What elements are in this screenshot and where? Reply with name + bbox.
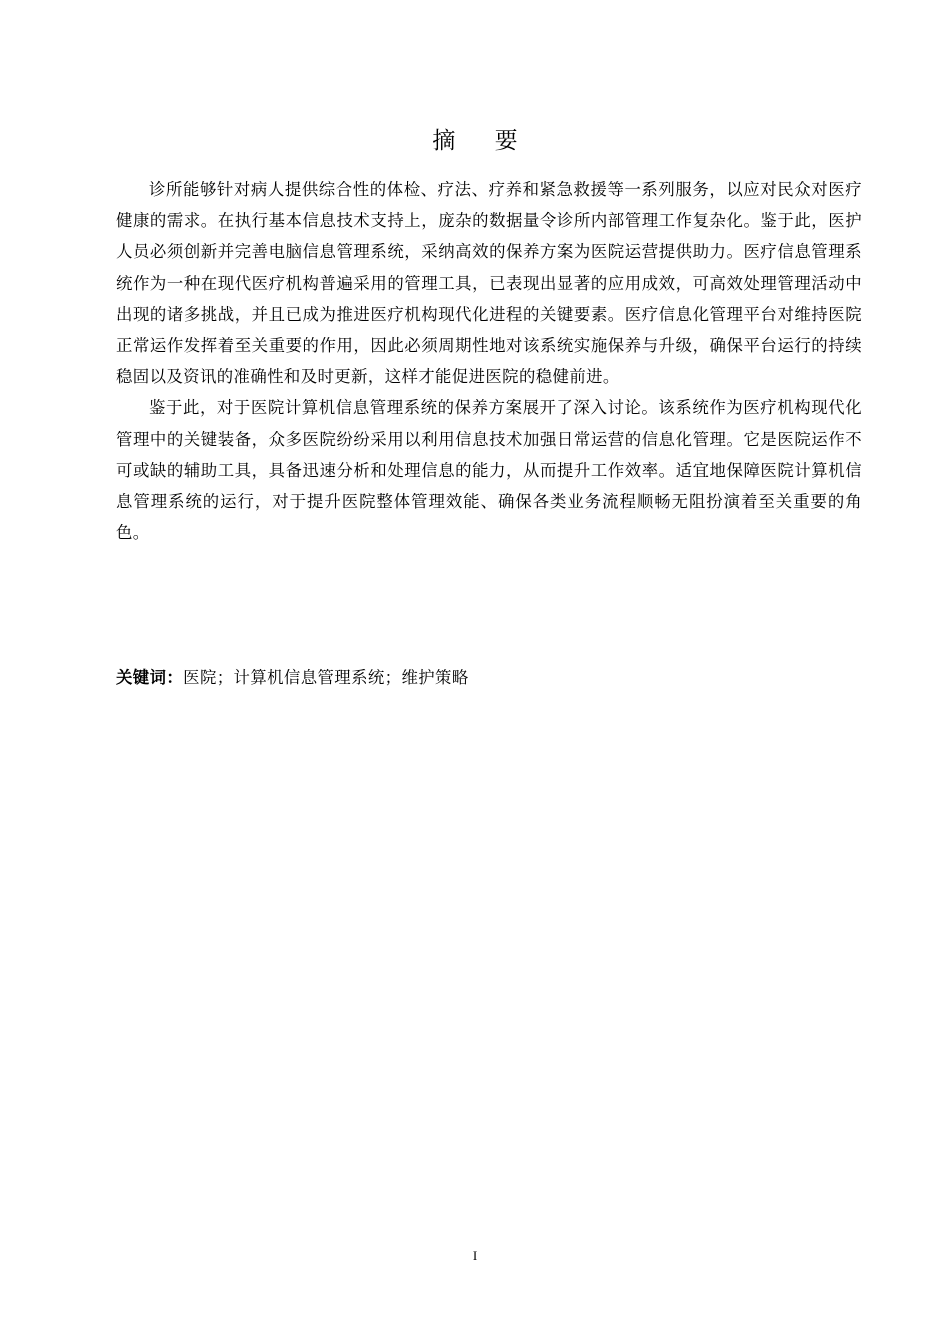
page-title: 摘 要: [432, 128, 534, 154]
keywords-value: 医院；计算机信息管理系统；维护策略: [183, 668, 469, 687]
abstract-paragraph-2: 鉴于此，对于医院计算机信息管理系统的保养方案展开了深入讨论。该系统作为医疗机构现代化管理中的关键装备，众多医院纷纷采用以利用信息技术加强日常运营的信息化管理。它是医院运作不可或缺的辅助工具，具备迅速分析和处理信息的能力，从而提升工作效率。适宜地保障医院计算机信息管理系统的运行，对于提升医院整体管理效能、确保各类业务流程顺畅无阻扮演着至关重要的角色。: [116, 398, 862, 543]
keywords-line: [116, 662, 862, 693]
abstract-body: [116, 174, 862, 548]
keywords-label: 关键词：: [116, 668, 184, 687]
abstract-paragraph-1: 诊所能够针对病人提供综合性的体检、疗法、疗养和紧急救援等一系列服务，以应对民众对医疗健康的需求。在执行基本信息技术支持上，庞杂的数据量令诊所内部管理工作复杂化。鉴于此，医护人员必须创新并完善电脑信息管理系统，采纳高效的保养方案为医院运营提供助力。医疗信息管理系统作为一种在现代医疗机构普遍采用的管理工具，已表现出显著的应用成效，可高效处理管理活动中出现的诸多挑战，并且已成为推进医疗机构现代化进程的关键要素。医疗信息化管理平台对维持医院正常运作发挥着至关重要的作用，因此必须周期性地对该系统实施保养与升级，确保平台运行的持续稳固以及资讯的准确性和及时更新，这样才能促进医院的稳健前进。: [116, 180, 862, 387]
page-number: I: [472, 1248, 478, 1263]
